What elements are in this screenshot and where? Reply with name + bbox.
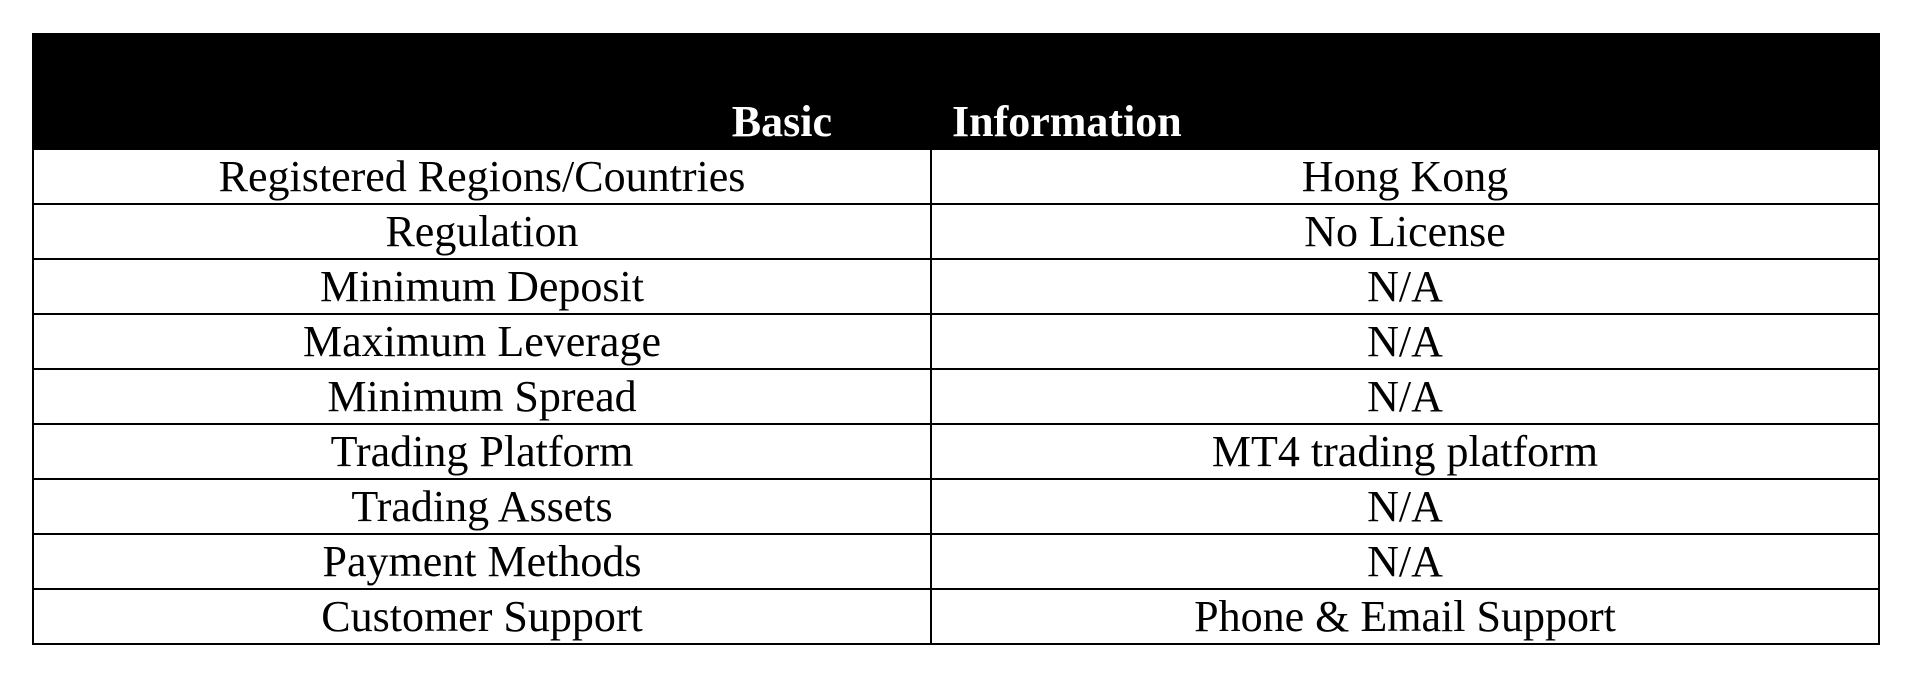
table-header-row	[33, 34, 1879, 149]
row-label: Regulation	[33, 204, 931, 259]
table-row	[33, 259, 1879, 314]
row-label: Registered Regions/Countries	[33, 149, 931, 204]
row-label: Maximum Leverage	[33, 314, 931, 369]
header-title-information: Information	[952, 97, 1182, 146]
row-value: N/A	[931, 369, 1879, 424]
table-row	[33, 479, 1879, 534]
row-value: N/A	[931, 259, 1879, 314]
table-row	[33, 534, 1879, 589]
row-label: Minimum Deposit	[33, 259, 931, 314]
table-row	[33, 149, 1879, 204]
row-label: Minimum Spread	[33, 369, 931, 424]
header-title-basic: Basic	[731, 97, 832, 146]
row-value: Hong Kong	[931, 149, 1879, 204]
table-row	[33, 369, 1879, 424]
header-cell-left	[33, 34, 931, 149]
row-value: N/A	[931, 479, 1879, 534]
header-cell-right	[931, 34, 1879, 149]
row-label: Customer Support	[33, 589, 931, 644]
table-row	[33, 589, 1879, 644]
table-row	[33, 314, 1879, 369]
table-row	[33, 424, 1879, 479]
table-row	[33, 204, 1879, 259]
row-label: Trading Platform	[33, 424, 931, 479]
row-label: Payment Methods	[33, 534, 931, 589]
row-label: Trading Assets	[33, 479, 931, 534]
row-value: No License	[931, 204, 1879, 259]
basic-information-table	[32, 33, 1880, 645]
row-value: Phone & Email Support	[931, 589, 1879, 644]
row-value: N/A	[931, 534, 1879, 589]
row-value: MT4 trading platform	[931, 424, 1879, 479]
row-value: N/A	[931, 314, 1879, 369]
